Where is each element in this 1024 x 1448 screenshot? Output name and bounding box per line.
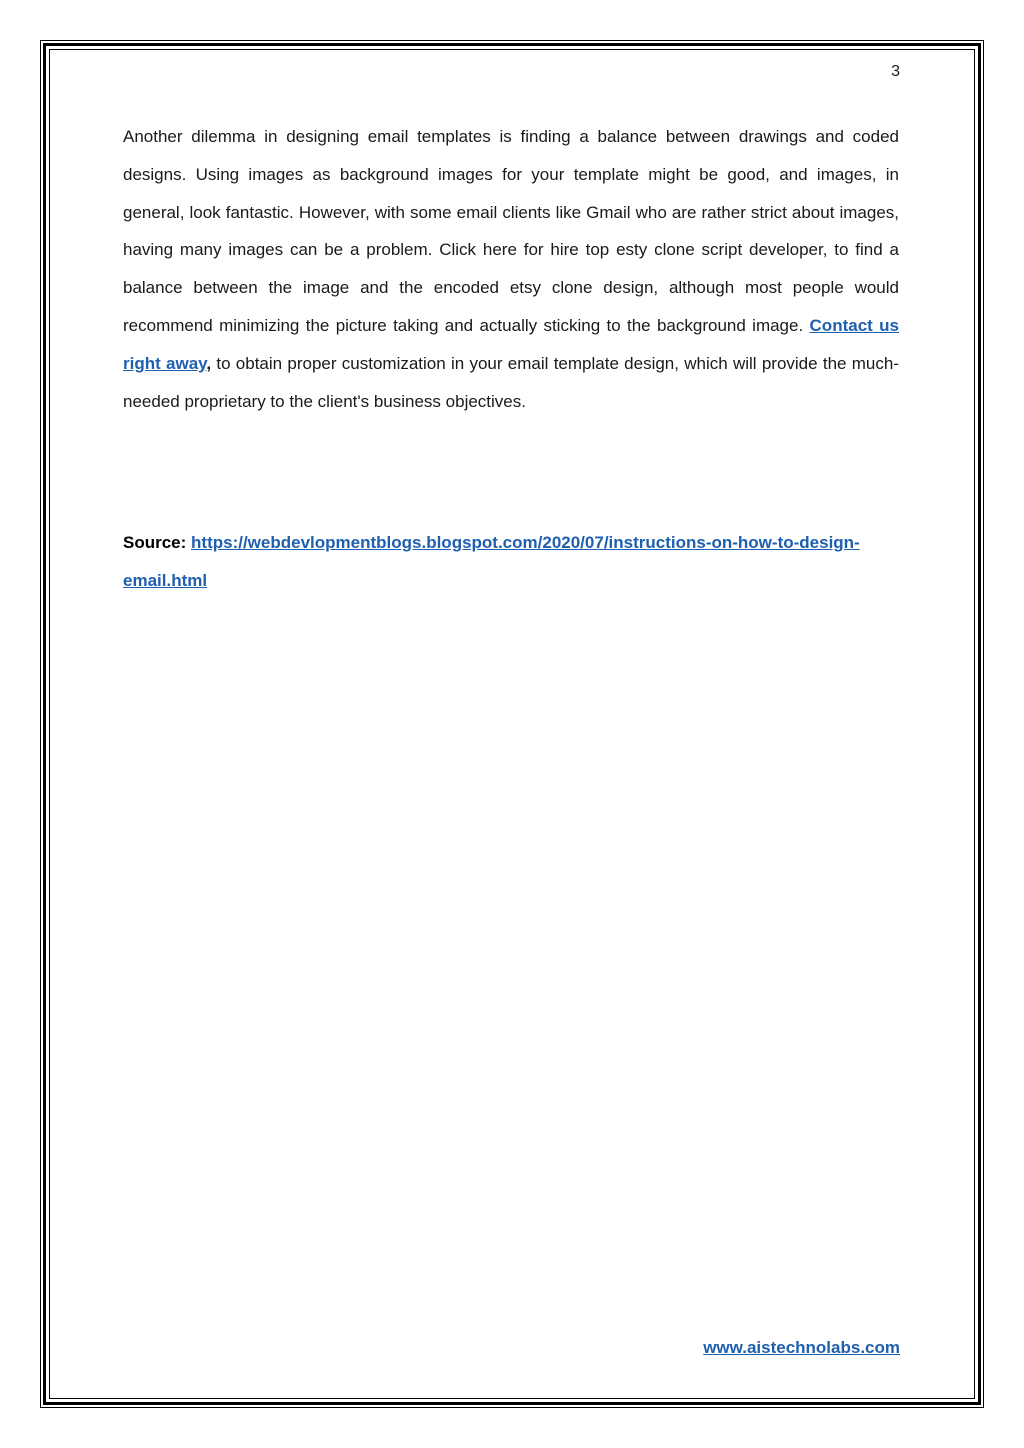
page-number: 3	[891, 63, 900, 80]
source-block	[123, 524, 899, 600]
paragraph-comma: ,	[206, 353, 212, 373]
contact-us-link[interactable]: Contact us right away	[123, 315, 899, 373]
source-label: Source:	[123, 533, 187, 552]
body-paragraph	[123, 118, 899, 420]
paragraph-text-before-link: Another dilemma in designing email templates is finding a balance between drawings and coded designs. Using images as background images for your template might be good, and images, in general, look fantastic. However, with some email clients like Gmail who are rather strict about images, having many images can be a problem. Click here for hire top esty clone script developer, to find a balance between the image and the encoded etsy clone design, although most people would recommend minimizing the picture taking and actually sticking to the background image.	[123, 127, 899, 335]
source-url-link[interactable]: https://webdevlopmentblogs.blogspot.com/2020/07/instructions-on-how-to-design-email.html	[123, 533, 860, 590]
paragraph-text-after-link: to obtain proper customization in your email template design, which will provide the much-needed proprietary to the client's business objectives.	[123, 353, 899, 411]
footer-website-link[interactable]: www.aistechnolabs.com	[703, 1338, 900, 1357]
